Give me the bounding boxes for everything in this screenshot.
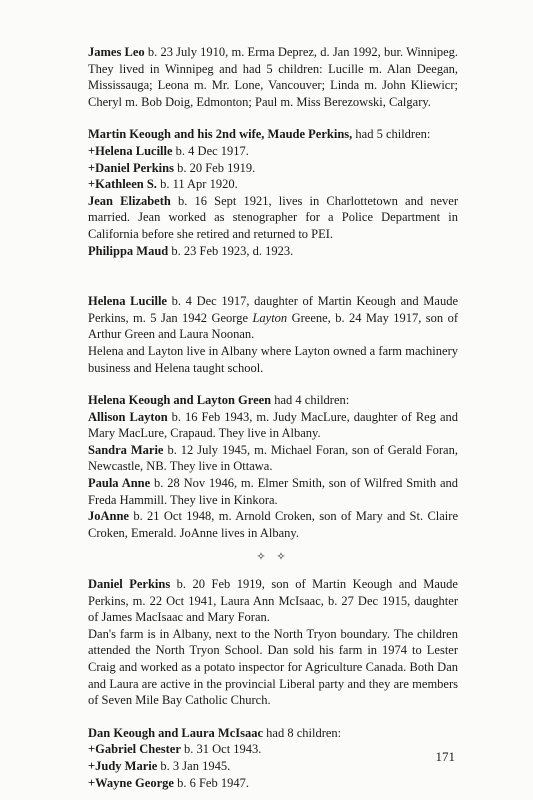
entry-helena-lucille: Helena Lucille b. 4 Dec 1917, daughter of Martin Keough and Maude Perkins, m. 5 Jan 1942 George Layton Greene, b. 24 May 1917, son of Arthur Green and Laura Noonan.: [88, 294, 458, 342]
family-heading-martin-maude: Martin Keough and his 2nd wife, Maude Perkins, had 5 children:: [88, 127, 431, 142]
section-ornament: ✧ ✧: [256, 551, 290, 564]
child-entry: Paula Anne b. 28 Nov 1946, m. Elmer Smith, son of Wilfred Smith and Freda Hammill. They live in Kinkora.: [88, 476, 458, 507]
entry-philippa-maud: Philippa Maud b. 23 Feb 1923, d. 1923.: [88, 243, 294, 258]
entry-james-leo: James Leo b. 23 July 1910, m. Erma Deprez, d. Jan 1992, bur. Winnipeg. They lived in Winnipeg and had 5 children: Lucille m. Alan Deegan, Mississauga; Leona m. Mr. Lone, Vancouver; Linda m. John Kliewicr; Cheryl m. Bob Doig, Edmonton; Paul m. Miss Berezowski, Calgary.: [88, 45, 458, 109]
child-entry: +Wayne George b. 6 Feb 1947.: [88, 775, 249, 790]
child-entry: +Gabriel Chester b. 31 Oct 1943.: [88, 742, 262, 757]
child-entry: JoAnne b. 21 Oct 1948, m. Arnold Croken, son of Mary and St. Claire Croken, Emerald. JoAnne lives in Albany.: [88, 509, 458, 540]
child-entry: +Kathleen S. b. 11 Apr 1920.: [88, 177, 238, 192]
page-number: 171: [435, 749, 455, 764]
child-entry: Sandra Marie b. 12 July 1945, m. Michael Foran, son of Gerald Foran, Newcastle, NB. They live in Ottawa.: [88, 442, 458, 474]
child-entry: +Judy Marie b. 3 Jan 1945.: [88, 758, 231, 773]
family-heading-dan-laura: Dan Keough and Laura McIsaac had 8 children:: [88, 725, 342, 740]
entry-jean-elizabeth: Jean Elizabeth b. 16 Sept 1921, lives in Charlottetown and never married. Jean worked as stenographer for a Police Department in California before she retired and returned to PEI.: [88, 193, 458, 241]
child-entry: Allison Layton b. 16 Feb 1943, m. Judy MacLure, daughter of Reg and Mary MacLure, Crapaud. They live in Albany.: [88, 409, 458, 441]
page-body: [88, 44, 458, 791]
entry-daniel-perkins: Daniel Perkins b. 20 Feb 1919, son of Martin Keough and Maude Perkins, m. 22 Oct 1941, Laura Ann McIsaac, b. 27 Dec 1915, daughter of James MacIsaac and Mary Foran.: [88, 577, 458, 625]
family-heading-helena-layton: Helena Keough and Layton Green had 4 children:: [88, 393, 350, 408]
daniel-paragraph: Dan's farm is in Albany, next to the North Tryon boundary. The children attended the North Tryon School. Dan sold his farm in 1974 to Lester Craig and worked as a potato inspector for Agriculture Canada. Both Dan and Laura are active in the provincial Liberal party and they are members of Seven Mile Bay Catholic Church.: [88, 626, 458, 708]
helena-paragraph: Helena and Layton live in Albany where Layton owned a farm machinery business and Helena taught school.: [88, 343, 458, 375]
child-entry: +Daniel Perkins b. 20 Feb 1919.: [88, 160, 256, 175]
child-entry: +Helena Lucille b. 4 Dec 1917.: [88, 143, 249, 158]
